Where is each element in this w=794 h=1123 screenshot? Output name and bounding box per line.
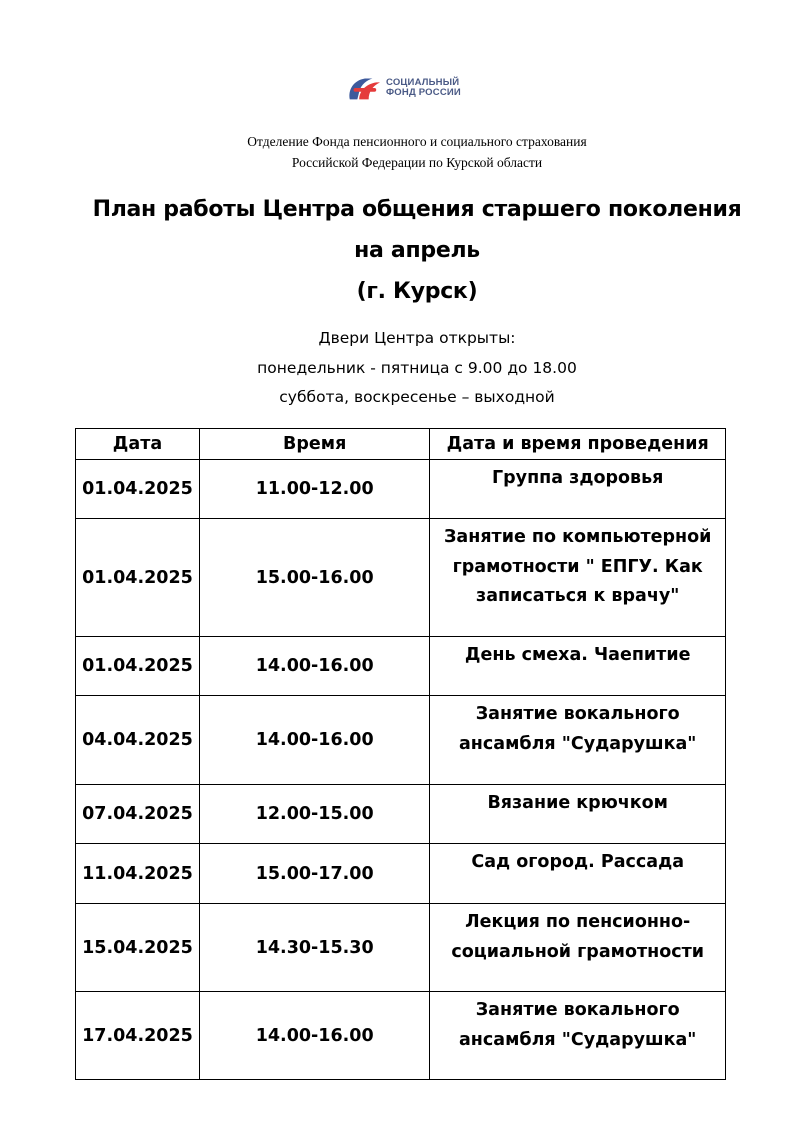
row-date: 11.04.2025 [76,844,200,904]
row-event: Занятие вокального ансамбля "Сударушка" [430,696,726,785]
row-event: Группа здоровья [430,460,726,519]
org-line-1: Отделение Фонда пенсионного и социального страхования [247,134,587,149]
hours-line-1: Двери Центра открыты: [318,329,516,347]
table-row [76,992,726,1080]
row-event: Вязание крючком [430,785,726,844]
row-date: 01.04.2025 [76,637,200,696]
table-row [76,460,726,519]
logo-line-1: СОЦИАЛЬНЫЙ [386,77,460,88]
logo-line-2: ФОНД РОССИИ [386,87,461,98]
hours-line-3: суббота, воскресенье – выходной [279,388,555,406]
row-event: Сад огород. Рассада [430,844,726,904]
row-time: 14.00-16.00 [199,992,429,1080]
table-row [76,637,726,696]
row-time: 14.00-16.00 [199,637,429,696]
row-date: 01.04.2025 [76,519,200,637]
row-date: 17.04.2025 [76,992,200,1080]
table-header-row [76,429,726,460]
table-row [76,904,726,992]
row-time: 12.00-15.00 [199,785,429,844]
row-date: 15.04.2025 [76,904,200,992]
header-date: Дата [76,429,200,460]
header-event: Дата и время проведения [430,429,726,460]
schedule-table [75,428,726,1080]
row-time: 11.00-12.00 [199,460,429,519]
hours-line-2: понедельник - пятница с 9.00 до 18.00 [257,358,577,377]
sfr-logo [344,70,484,106]
table-row [76,785,726,844]
row-time: 15.00-17.00 [199,844,429,904]
logo-text [386,78,461,98]
row-time: 14.30-15.30 [199,904,429,992]
sfr-logo-icon [344,71,382,105]
org-line-2: Российской Федерации по Курской области [291,155,543,170]
row-time: 14.00-16.00 [199,696,429,785]
row-event: День смеха. Чаепитие [430,637,726,696]
row-event: Занятие по компьютерной грамотности " ЕПГУ. Как записаться к врачу" [430,519,726,637]
table-row [76,519,726,637]
page-title [60,189,774,312]
organization-name [0,131,794,173]
title-line-1: План работы Центра общения старшего поколения [92,197,742,222]
title-line-2: на апрель [354,238,480,263]
row-event: Лекция по пенсионно-социальной грамотности [430,904,726,992]
header-time: Время [199,429,429,460]
row-date: 07.04.2025 [76,785,200,844]
row-date: 01.04.2025 [76,460,200,519]
table-row [76,696,726,785]
row-event: Занятие вокального ансамбля "Сударушка" [430,992,726,1080]
row-time: 15.00-16.00 [199,519,429,637]
opening-hours [0,324,794,413]
row-date: 04.04.2025 [76,696,200,785]
table-row [76,844,726,904]
title-line-3: (г. Курск) [356,279,478,304]
